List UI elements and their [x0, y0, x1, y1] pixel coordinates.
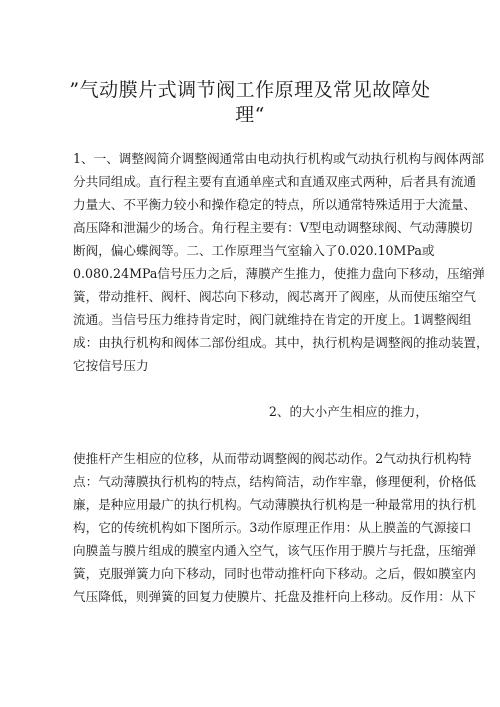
section-marker-line: 2、的大小产生相应的推力，	[268, 404, 428, 419]
body-text-line: 气压降低，则弹簧的回复力使膜片、托盘及推杆向上移动。反作用：从下	[73, 589, 476, 604]
body-text-line: 1、一、调整阀简介调整阀通常由电动执行机构或气动执行机构与阀体两部	[73, 151, 485, 166]
body-text-line: 簧，克服弹簧力向下移动，同时也带动推杆向下移动。之后，假如膜室内	[73, 566, 476, 581]
body-text-line: 构，它的传统机构如下图所示。3动作原理正作用：从上膜盖的气源接口	[73, 520, 472, 535]
body-text-line: 成：由执行机构和阀体二部份组成。其中，执行机构是调整阀的推动装置，	[73, 335, 489, 350]
body-text-line: 簧，带动推杆、阀杆、阀芯向下移动，阀芯离开了阀座，从而使压缩空气	[73, 289, 476, 304]
body-text-line: 分共同组成。直行程主要有直通单座式和直通双座式两种，后者具有流通	[73, 174, 476, 189]
body-text-line: 点：气动薄膜执行机构的特点，结构简洁，动作牢靠，修理便利，价格低	[73, 474, 476, 489]
body-text-line: 断阀，偏心蝶阀等。二、工作原理当气室输入了0.020.10MPa或	[73, 243, 435, 258]
document-title-line-2: 理“	[235, 104, 265, 126]
body-text-line: 向膜盖与膜片组成的膜室内通入空气，该气压作用于膜片与托盘，压缩弹	[73, 543, 476, 558]
document-title-line-1: ”气动膜片式调节阀工作原理及常见故障处	[69, 79, 431, 101]
body-text-line: 流通。当信号压力维持肯定时，阀门就维持在肯定的开度上。1调整阀组	[73, 312, 472, 327]
body-text-line: 高压降和泄漏少的场合。角行程主要有：V型电动调整球阀、气动薄膜切	[73, 220, 473, 235]
body-text-line: 力量大、不平衡力较小和操作稳定的特点，所以通常特殊适用于大流量、	[73, 197, 476, 212]
body-text-line: 它按信号压力	[73, 358, 149, 373]
body-text-line: 使推杆产生相应的位移，从而带动调整阀的阀芯动作。2气动执行机构特	[73, 451, 472, 466]
body-text-line: 廉，是种应用最广的执行机构。气动薄膜执行机构是一种最常用的执行机	[73, 497, 476, 512]
body-text-line: 0.080.24MPa信号压力之后，薄膜产生推力，使推力盘向下移动，压缩弹	[73, 266, 485, 281]
